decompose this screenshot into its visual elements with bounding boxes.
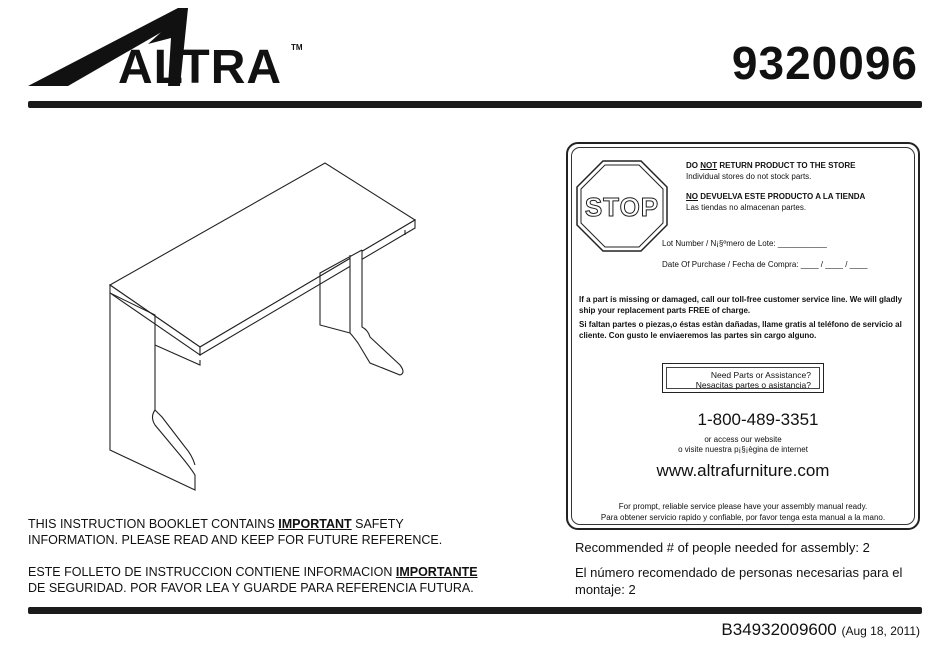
- need-parts-box: [662, 363, 824, 393]
- need-parts-es: Nesacitas partes o asistancia?: [695, 380, 811, 390]
- need-parts-en: Need Parts or Assistance?: [710, 370, 811, 380]
- phone-number: 1-800-489-3351: [697, 410, 819, 429]
- do-not-return-es: NO DEVUELVA ESTE PRODUCTO A LA TIENDA: [686, 192, 866, 201]
- revision-date: (Aug 18, 2011): [841, 624, 920, 638]
- safety-notice-es: ESTE FOLLETO DE INSTRUCCION CONTIENE INFORMACION IMPORTANTE DE SEGURIDAD. POR FAVOR LEA Y GUARDE PARA REFERENCIA FUTURA.: [28, 565, 478, 595]
- missing-parts-en: If a part is missing or damaged, call our toll-free customer service line. We will gladly ship your replacement parts FREE of charge.: [579, 295, 903, 315]
- safety-notice-en: THIS INSTRUCTION BOOKLET CONTAINS IMPORTANT SAFETY INFORMATION. PLEASE READ AND KEEP FOR FUTURE REFERENCE.: [28, 517, 443, 547]
- stores-no-stock-es: Las tiendas no almacenan partes.: [686, 203, 807, 212]
- bottom-divider: [28, 607, 922, 614]
- stop-sign-label: STOP: [584, 192, 660, 222]
- website-caption: or access our website o visite nuestra p¡§¡ègina de internet: [678, 435, 808, 454]
- trademark-mark: TM: [291, 43, 303, 52]
- purchase-date-field: Date Of Purchase / Fecha de Compra: ____ / ____ / ____: [662, 260, 868, 269]
- prompt-service-note: For prompt, reliable service please have your assembly manual ready. Para obtener servicio rapido y confiable, por favor tenga esta manual a la mano.: [600, 502, 886, 522]
- missing-parts-es: Si faltan partes o piezas,o éstas estàn dañadas, llame gratis al teléfono de servicio al cliente. Con gusto le enviaeremos las partes sin cargo alguno.: [579, 320, 902, 340]
- top-divider: [28, 101, 922, 108]
- assembly-people-es: El número recomendado de personas necesarias para el montaje: 2: [575, 565, 903, 597]
- assembly-people-en: Recommended # of people needed for assembly: 2: [575, 540, 870, 555]
- part-number: B34932009600 (Aug 18, 2011): [721, 620, 920, 639]
- model-number: 9320096: [731, 37, 918, 89]
- stores-no-stock-en: Individual stores do not stock parts.: [686, 172, 812, 181]
- website-url: www.altrafurniture.com: [656, 461, 830, 480]
- desk-illustration: [100, 155, 430, 500]
- do-not-return-en: DO NOT RETURN PRODUCT TO THE STORE: [686, 161, 856, 170]
- brand-name: ALTRA: [118, 41, 283, 94]
- lot-number-field: Lot Number / N¡§ºmero de Lote: ___________: [662, 239, 827, 248]
